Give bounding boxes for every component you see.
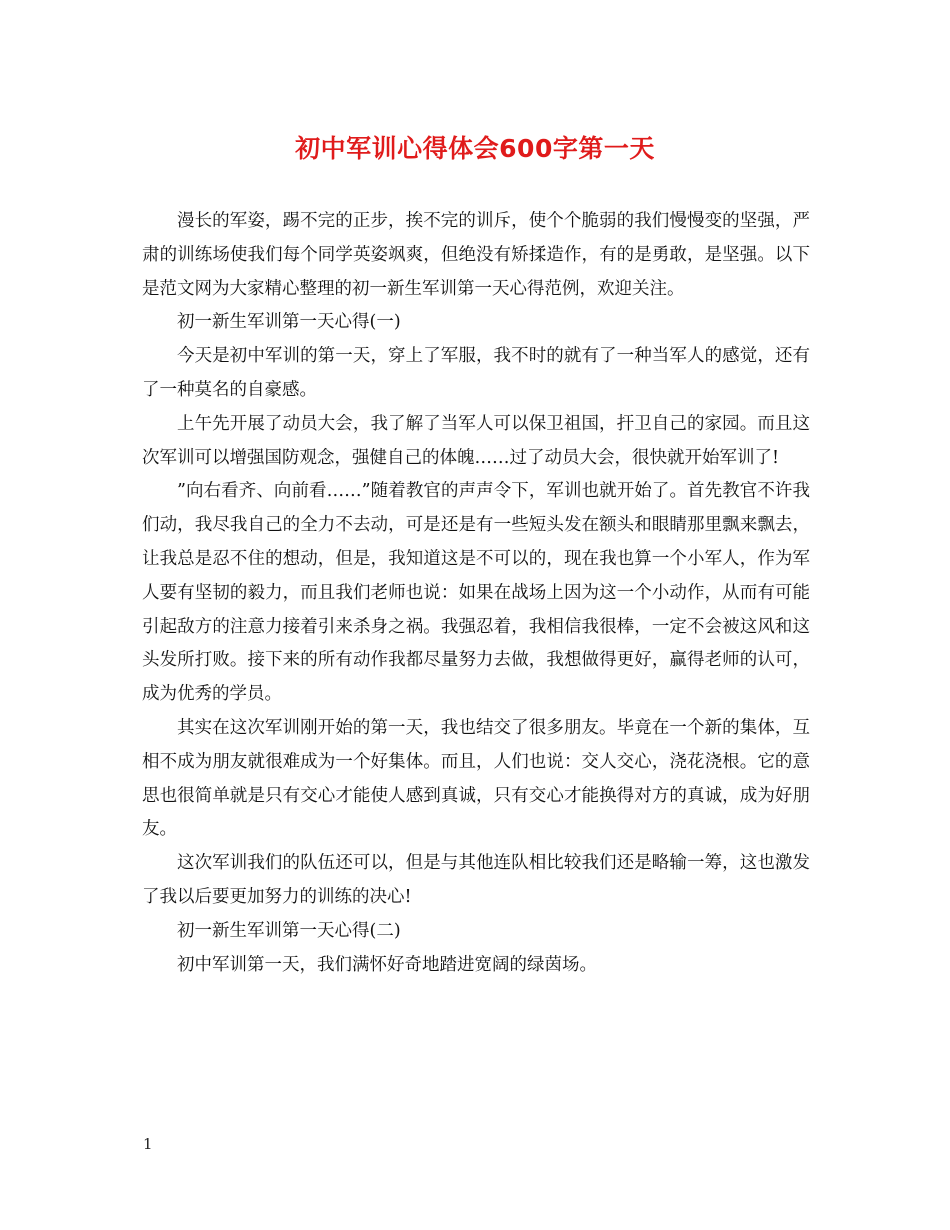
paragraph: ”向右看齐、向前看……”随着教官的声声令下，军训也就开始了。首先教官不许我们动，我尽我自己的全力不去动，可是还是有一些短头发在额头和眼睛那里飘来飘去，让我总是忍不住的想动，但是，我知道这是不可以的，现在我也算一个小军人，作为军人要有坚韧的毅力，而且我们老师也说：如果在战场上因为这一个小动作，从而有可能引起敌方的注意力接着引来杀身之祸。我强忍着，我相信我很棒，一定不会被这风和这头发所打败。接下来的所有动作我都尽量努力去做，我想做得更好，赢得老师的认可，成为优秀的学员。	[142, 481, 810, 705]
paragraph: 上午先开展了动员大会，我了解了当军人可以保卫祖国，扞卫自己的家园。而且这次军训可以增强国防观念，强健自己的体魄……过了动员大会，很快就开始军训了!	[142, 413, 810, 468]
section-heading-2: 初一新生军训第一天心得(二)	[177, 920, 401, 941]
document-body	[142, 205, 810, 982]
page-number: 1	[143, 1135, 153, 1153]
document-title: 初中军训心得体会600字第一天	[295, 134, 655, 163]
section-heading-1: 初一新生军训第一天心得(一)	[177, 312, 401, 333]
paragraph-intro: 漫长的军姿，踢不完的正步，挨不完的训斥，使个个脆弱的我们慢慢变的坚强，严肃的训练场使我们每个同学英姿飒爽，但绝没有矫揉造作，有的是勇敢，是坚强。以下是范文网为大家精心整理的初一新生军训第一天心得范例，欢迎关注。	[142, 211, 810, 299]
paragraph: 初中军训第一天，我们满怀好奇地踏进宽阔的绿茵场。	[177, 954, 597, 975]
paragraph: 其实在这次军训刚开始的第一天，我也结交了很多朋友。毕竟在一个新的集体，互相不成为朋友就很难成为一个好集体。而且，人们也说：交人交心，浇花浇根。它的意思也很简单就是只有交心才能使人感到真诚，只有交心才能换得对方的真诚，成为好朋友。	[142, 717, 810, 840]
paragraph: 今天是初中军训的第一天，穿上了军服，我不时的就有了一种当军人的感觉，还有了一种莫名的自豪感。	[142, 346, 810, 400]
paragraph: 这次军训我们的队伍还可以，但是与其他连队相比较我们还是略输一筹，这也激发了我以后要更加努力的训练的决心!	[142, 853, 810, 907]
